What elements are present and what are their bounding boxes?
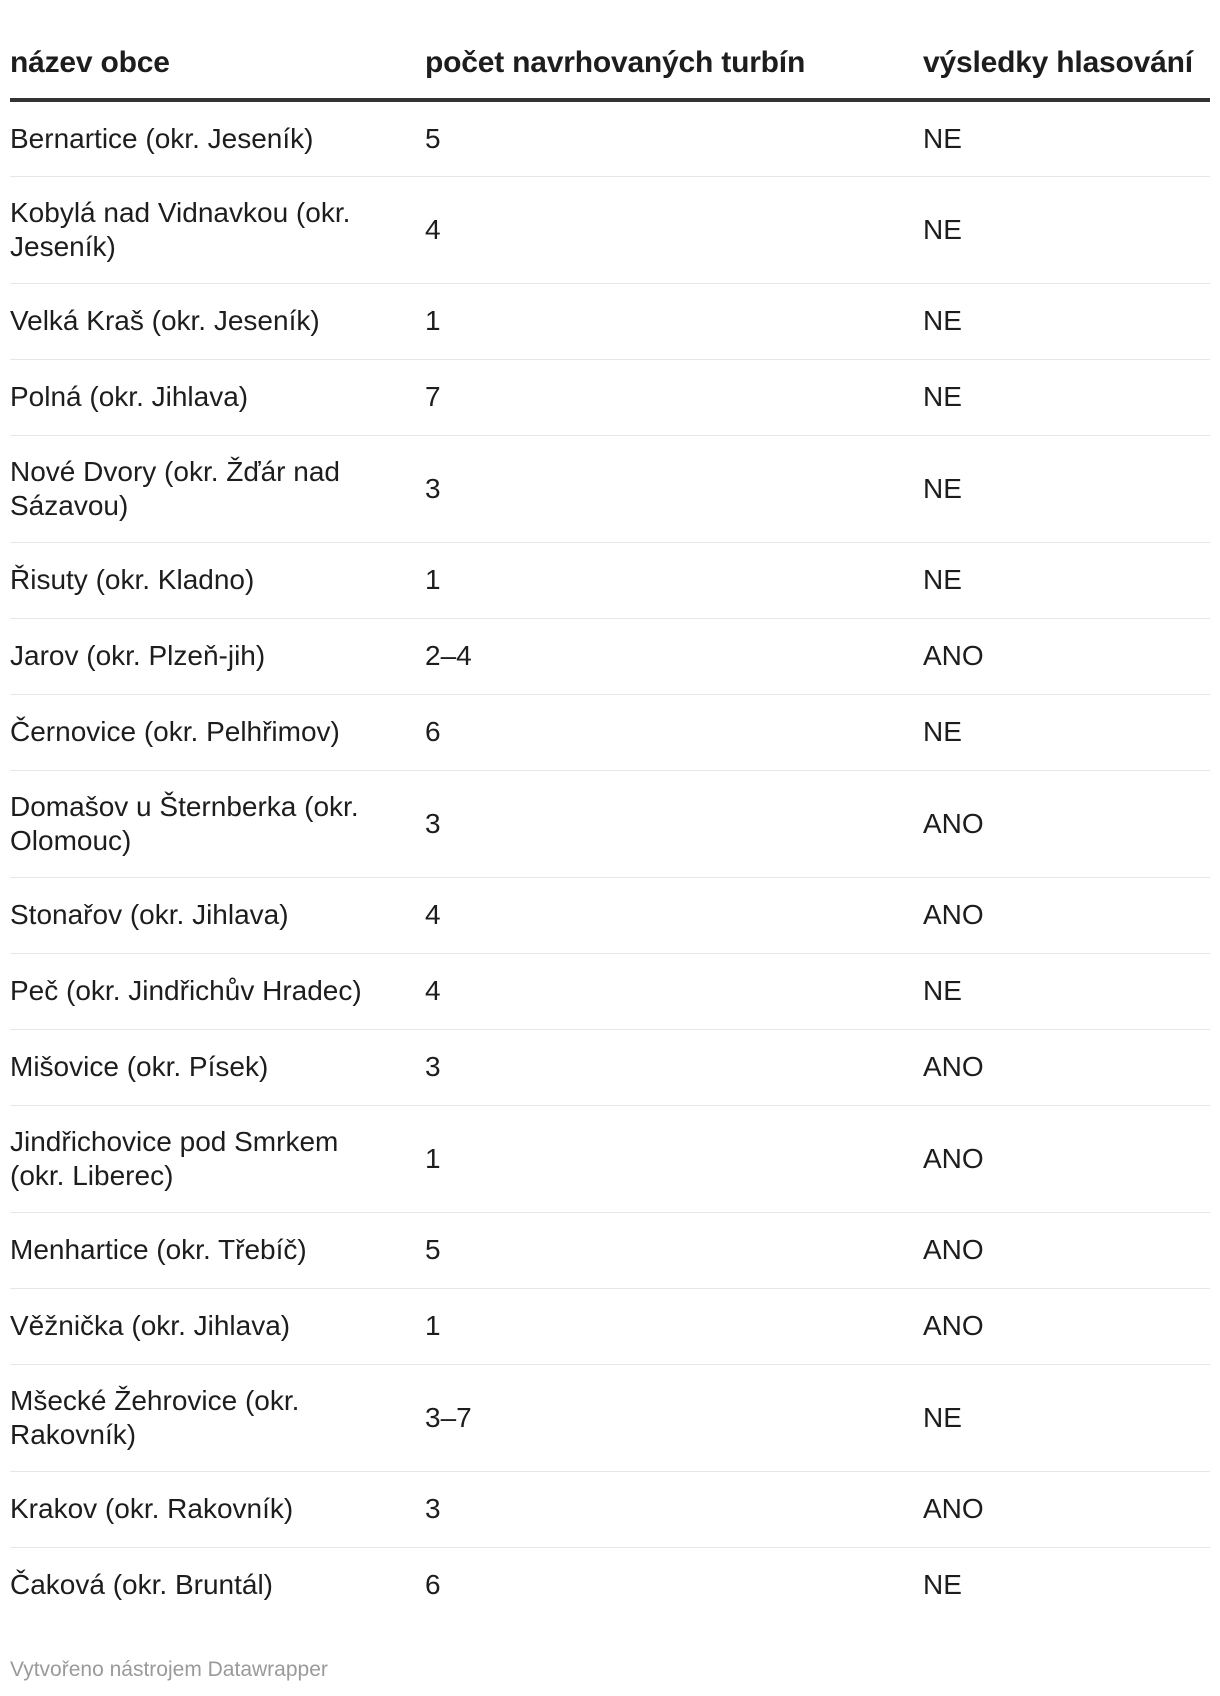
table-row — [10, 435, 1210, 542]
cell-vote-result: NE — [923, 953, 1210, 1029]
cell-turbine-count: 5 — [425, 100, 923, 176]
cell-vote-result: NE — [923, 542, 1210, 618]
cell-municipality-name: Domašov u Šternberka (okr. Olomouc) — [10, 770, 425, 877]
table-row — [10, 542, 1210, 618]
cell-turbine-count: 1 — [425, 1105, 923, 1212]
cell-municipality-name: Věžnička (okr. Jihlava) — [10, 1288, 425, 1364]
header-row — [10, 0, 1210, 100]
cell-turbine-count: 1 — [425, 542, 923, 618]
cell-municipality-name: Krakov (okr. Rakovník) — [10, 1471, 425, 1547]
table-row — [10, 1029, 1210, 1105]
cell-vote-result: NE — [923, 100, 1210, 176]
cell-turbine-count: 3 — [425, 1029, 923, 1105]
table-header — [10, 0, 1210, 100]
cell-vote-result: ANO — [923, 1105, 1210, 1212]
cell-turbine-count: 7 — [425, 359, 923, 435]
table-row — [10, 1212, 1210, 1288]
cell-municipality-name: Velká Kraš (okr. Jeseník) — [10, 283, 425, 359]
cell-turbine-count: 1 — [425, 1288, 923, 1364]
table-row — [10, 100, 1210, 176]
table-row — [10, 618, 1210, 694]
cell-vote-result: ANO — [923, 618, 1210, 694]
cell-turbine-count: 4 — [425, 176, 923, 283]
cell-turbine-count: 3 — [425, 1471, 923, 1547]
cell-municipality-name: Jarov (okr. Plzeň-jih) — [10, 618, 425, 694]
cell-vote-result: ANO — [923, 1288, 1210, 1364]
column-header-name[interactable]: název obce — [10, 0, 425, 100]
cell-vote-result: ANO — [923, 1212, 1210, 1288]
cell-turbine-count: 5 — [425, 1212, 923, 1288]
cell-municipality-name: Stonařov (okr. Jihlava) — [10, 877, 425, 953]
cell-municipality-name: Menhartice (okr. Třebíč) — [10, 1212, 425, 1288]
cell-municipality-name: Mišovice (okr. Písek) — [10, 1029, 425, 1105]
cell-turbine-count: 6 — [425, 1569, 441, 1601]
data-table — [10, 0, 1210, 1623]
table-row — [10, 1105, 1210, 1212]
cell-municipality-name: Jindřichovice pod Smrkem (okr. Liberec) — [10, 1105, 425, 1212]
cell-vote-result: NE — [923, 1569, 962, 1601]
cell-turbine-count: 3–7 — [425, 1364, 923, 1471]
cell-vote-result: NE — [923, 694, 1210, 770]
cell-turbine-count: 3 — [425, 435, 923, 542]
cell-vote-result: ANO — [923, 877, 1210, 953]
column-header-turbines[interactable]: počet navrhovaných turbín — [425, 0, 923, 100]
cell-municipality-name: Černovice (okr. Pelhřimov) — [10, 694, 425, 770]
table-row — [10, 1547, 1210, 1623]
cell-vote-result: NE — [923, 435, 1210, 542]
table-row — [10, 953, 1210, 1029]
cell-vote-result: ANO — [923, 770, 1210, 877]
cell-turbine-count: 4 — [425, 877, 923, 953]
column-header-result[interactable]: výsledky hlasování — [923, 0, 1210, 100]
table-row — [10, 1288, 1210, 1364]
cell-turbine-count: 2–4 — [425, 618, 923, 694]
cell-vote-result: ANO — [923, 1471, 1210, 1547]
table-row — [10, 770, 1210, 877]
cell-municipality-name: Bernartice (okr. Jeseník) — [10, 100, 425, 176]
cell-vote-result: NE — [923, 1364, 1210, 1471]
cell-municipality-name: Nové Dvory (okr. Žďár nad Sázavou) — [10, 435, 425, 542]
cell-vote-result: NE — [923, 176, 1210, 283]
table-row — [10, 176, 1210, 283]
cell-vote-result: ANO — [923, 1029, 1210, 1105]
table-row — [10, 1471, 1210, 1547]
cell-vote-result: NE — [923, 359, 1210, 435]
cell-turbine-count: 3 — [425, 770, 923, 877]
table-row — [10, 283, 1210, 359]
table-row — [10, 359, 1210, 435]
cell-turbine-count: 4 — [425, 953, 923, 1029]
cell-vote-result: NE — [923, 283, 1210, 359]
table-row — [10, 694, 1210, 770]
table-body — [10, 100, 1210, 1623]
cell-municipality-name: Mšecké Žehrovice (okr. Rakovník) — [10, 1364, 425, 1471]
cell-turbine-count: 6 — [425, 694, 923, 770]
cell-municipality-name: Peč (okr. Jindřichův Hradec) — [10, 953, 425, 1029]
table-row — [10, 1364, 1210, 1471]
cell-turbine-count: 1 — [425, 283, 923, 359]
cell-municipality-name: Kobylá nad Vidnavkou (okr. Jeseník) — [10, 176, 425, 283]
table-container — [10, 0, 1210, 1623]
cell-municipality-name: Polná (okr. Jihlava) — [10, 359, 425, 435]
table-row — [10, 877, 1210, 953]
cell-municipality-name: Řisuty (okr. Kladno) — [10, 542, 425, 618]
cell-municipality-name: Čaková (okr. Bruntál) — [10, 1569, 273, 1601]
datawrapper-credit: Vytvořeno nástrojem Datawrapper — [10, 1658, 328, 1681]
